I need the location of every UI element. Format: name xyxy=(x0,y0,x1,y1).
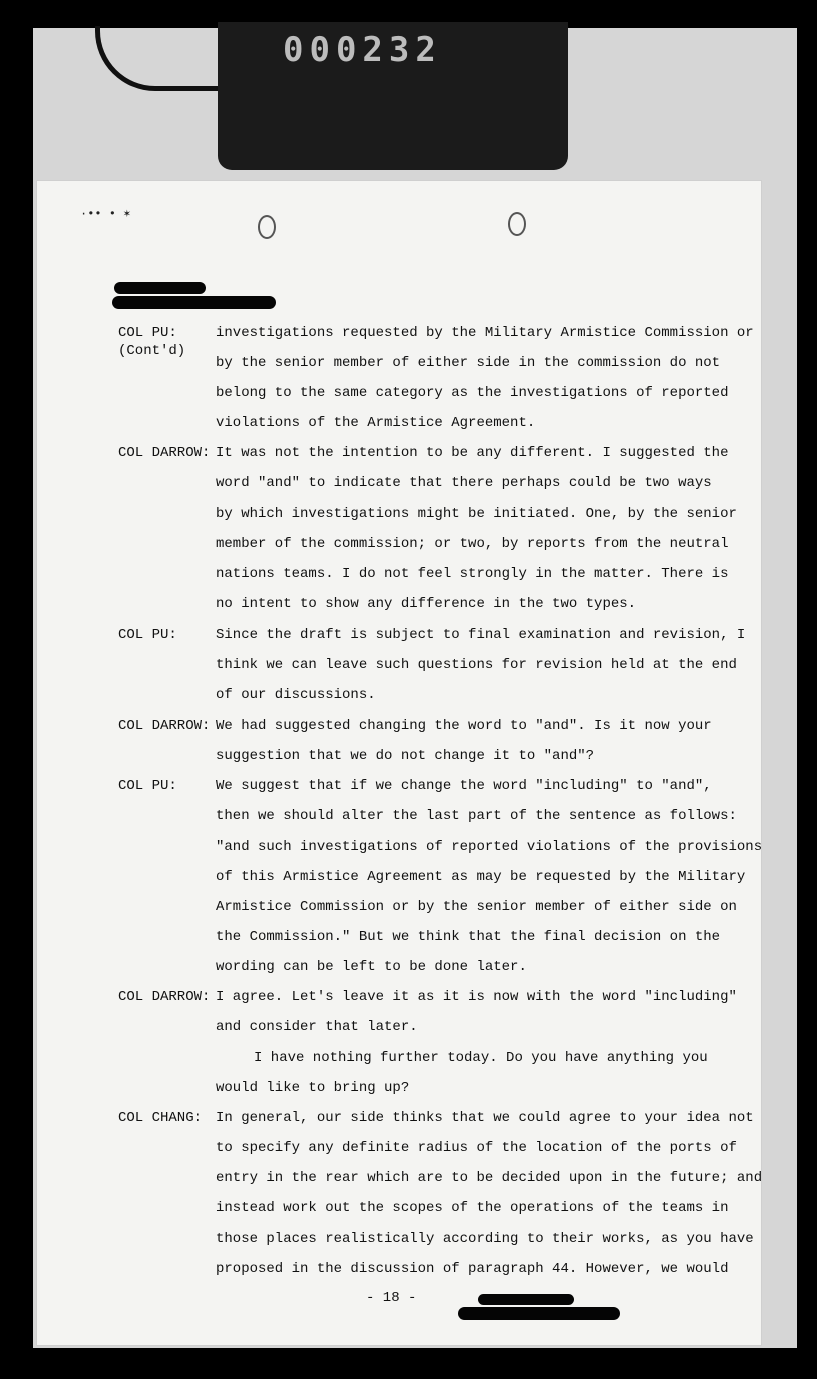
transcript-line: proposed in the discussion of paragraph 44. However, we would xyxy=(216,1261,729,1277)
transcript-line: investigations requested by the Military Armistice Commission or xyxy=(216,325,754,341)
transcript-line: by which investigations might be initiated. One, by the senior xyxy=(216,506,737,522)
speaker-label: COL PU: xyxy=(118,778,177,794)
frame-counter: 000232 xyxy=(283,30,442,70)
transcript-line: and consider that later. xyxy=(216,1019,418,1035)
transcript-line: wording can be left to be done later. xyxy=(216,959,527,975)
speaker-label: COL DARROW: xyxy=(118,989,211,1005)
transcript-line: belong to the same category as the investigations of reported xyxy=(216,385,729,401)
transcript-line: I agree. Let's leave it as it is now with the word "including" xyxy=(216,989,737,1005)
classification-redaction-bottom xyxy=(112,296,276,309)
transcript-line: We suggest that if we change the word "including" to "and", xyxy=(216,778,712,794)
transcript-line: of this Armistice Agreement as may be requested by the Military xyxy=(216,869,746,885)
transcript-line: word "and" to indicate that there perhaps could be two ways xyxy=(216,475,712,491)
transcript-line: member of the commission; or two, by reports from the neutral xyxy=(216,536,729,552)
transcript-line: entry in the rear which are to be decided upon in the future; and xyxy=(216,1170,763,1186)
punch-hole-left xyxy=(258,215,276,239)
transcript-line: of our discussions. xyxy=(216,687,376,703)
transcript-line: would like to bring up? xyxy=(216,1080,410,1096)
speaker-label: COL PU: (Cont'd) xyxy=(118,325,186,359)
transcript-line: nations teams. I do not feel strongly in the matter. There is xyxy=(216,566,729,582)
classification-redaction-footer-bottom xyxy=(458,1307,620,1320)
transcript-line: instead work out the scopes of the operations of the teams in xyxy=(216,1200,729,1216)
transcript-line: Since the draft is subject to final examination and revision, I xyxy=(216,627,746,643)
transcript-line: I have nothing further today. Do you have anything you xyxy=(254,1050,708,1066)
transcript-line: It was not the intention to be any different. I suggested the xyxy=(216,445,729,461)
punch-hole-right xyxy=(508,212,526,236)
speaker-label: COL PU: xyxy=(118,627,177,643)
transcript-line: suggestion that we do not change it to "and"? xyxy=(216,748,595,764)
speaker-label: COL DARROW: xyxy=(118,718,211,734)
classification-redaction-footer-top xyxy=(478,1294,574,1305)
transcript-line: violations of the Armistice Agreement. xyxy=(216,415,536,431)
corner-marks: ·•• • ✶ xyxy=(80,207,131,221)
transcript-line: In general, our side thinks that we could agree to your idea not xyxy=(216,1110,754,1126)
transcript-line: then we should alter the last part of the sentence as follows: xyxy=(216,808,737,824)
transcript-line: no intent to show any difference in the two types. xyxy=(216,596,637,612)
transcript-line: the Commission." But we think that the final decision on the xyxy=(216,929,721,945)
transcript-line: We had suggested changing the word to "and". Is it now your xyxy=(216,718,712,734)
transcript-line: those places realistically according to their works, as you have xyxy=(216,1231,754,1247)
transcript-line: think we can leave such questions for revision held at the end xyxy=(216,657,737,673)
transcript-line: by the senior member of either side in the commission do not xyxy=(216,355,721,371)
transcript-line: "and such investigations of reported violations of the provisions xyxy=(216,839,763,855)
transcript-line: to specify any definite radius of the location of the ports of xyxy=(216,1140,737,1156)
speaker-label: COL DARROW: xyxy=(118,445,211,461)
speaker-label: COL CHANG: xyxy=(118,1110,203,1126)
transcript-line: Armistice Commission or by the senior member of either side on xyxy=(216,899,737,915)
classification-redaction-top xyxy=(114,282,206,294)
page-number: - 18 - xyxy=(366,1290,417,1306)
